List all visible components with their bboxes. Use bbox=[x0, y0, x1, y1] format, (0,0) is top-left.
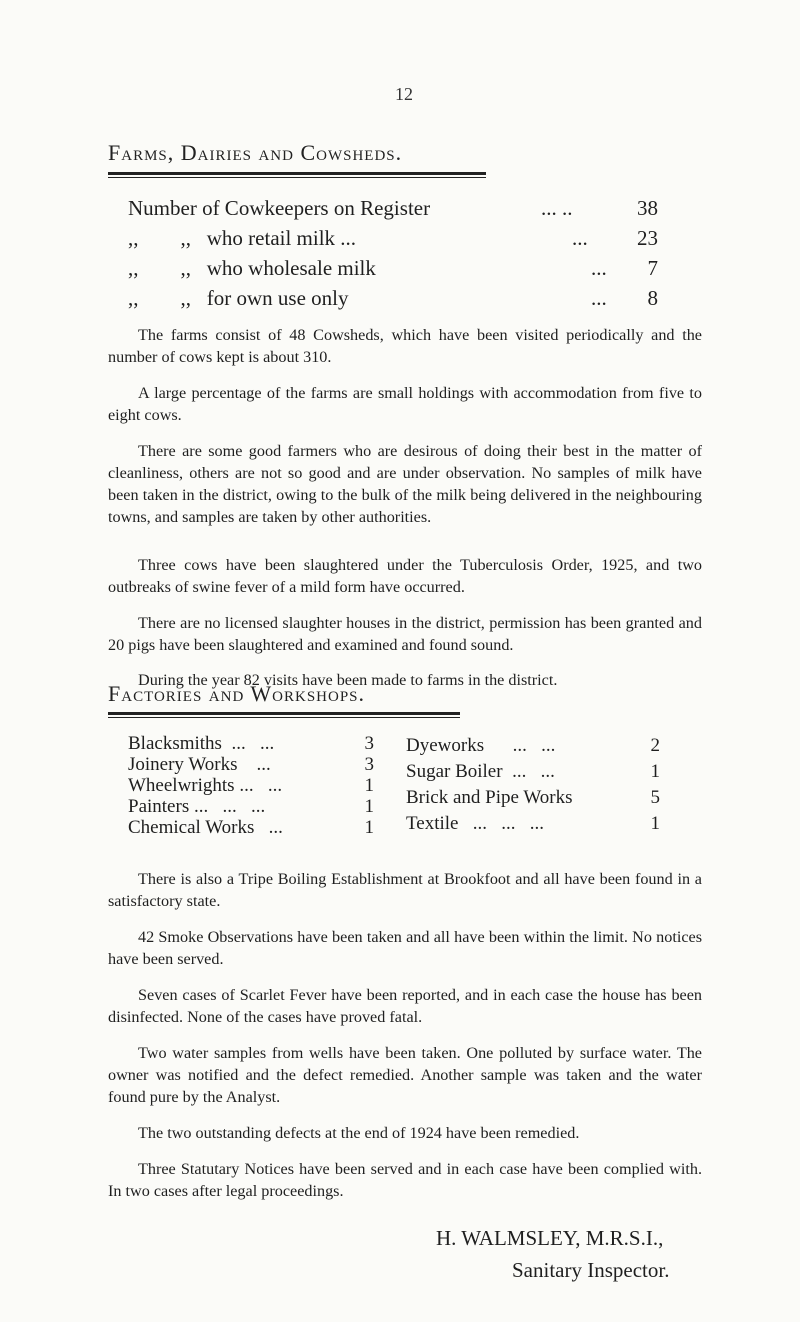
factory-row bbox=[128, 733, 374, 754]
factories-list-right bbox=[406, 733, 660, 837]
factories-paragraph: Two water samples from wells have been taken. One polluted by surface water. The owner was notified and the defect remedied. Another sample was taken and the water found pure by the Analyst. bbox=[108, 1044, 702, 1106]
register-value: 7 bbox=[647, 256, 658, 280]
page-number: 12 bbox=[395, 84, 413, 104]
factory-row bbox=[128, 796, 374, 817]
register-dots: ... bbox=[591, 286, 607, 310]
factory-label: Dyeworks ... ... bbox=[406, 735, 556, 756]
cowkeepers-register bbox=[128, 196, 658, 316]
farms-heading-rule-thin bbox=[108, 177, 486, 178]
factory-label: Blacksmiths ... ... bbox=[128, 733, 275, 754]
farms-paragraph: A large percentage of the farms are small holdings with accommodation from five to eight cows. bbox=[108, 384, 702, 424]
register-dots: ... .. bbox=[541, 196, 573, 220]
register-row bbox=[128, 196, 658, 226]
factory-row bbox=[128, 817, 374, 838]
register-value: 38 bbox=[637, 196, 658, 220]
farms-paragraph: Three cows have been slaughtered under the Tuberculosis Order, 1925, and two outbreaks of swine fever of a mild form have occurred. bbox=[108, 556, 702, 596]
factories-paragraph: 42 Smoke Observations have been taken and all have been within the limit. No notices have been served. bbox=[108, 928, 702, 968]
register-row bbox=[128, 226, 658, 256]
register-value: 8 bbox=[647, 286, 658, 310]
signature-title: Sanitary Inspector. bbox=[512, 1258, 670, 1282]
factory-row bbox=[128, 775, 374, 796]
factory-row bbox=[406, 785, 660, 811]
factories-heading: Factories and Workshops. bbox=[108, 681, 366, 706]
register-label: ,, ,, who wholesale milk bbox=[128, 256, 376, 280]
register-label: Number of Cowkeepers on Register bbox=[128, 196, 431, 220]
register-value: 23 bbox=[637, 226, 658, 250]
factory-label: Brick and Pipe Works bbox=[406, 787, 573, 808]
farms-paragraph: There are some good farmers who are desirous of doing their best in the matter of cleanliness, others are not so good and are under observation. No samples of milk have been taken in the district, owing to the bulk of the milk being delivered in the neighbouring towns, and samples are taken by other authorities. bbox=[108, 442, 702, 526]
factory-count: 3 bbox=[364, 754, 374, 775]
factories-paragraph: The two outstanding defects at the end of 1924 have been remedied. bbox=[138, 1124, 580, 1142]
factory-label: Chemical Works ... bbox=[128, 817, 283, 838]
factory-count: 1 bbox=[650, 761, 660, 782]
register-label: ,, ,, who retail milk ... bbox=[128, 226, 357, 250]
signature-name: H. WALMSLEY, M.R.S.I., bbox=[436, 1226, 664, 1250]
factory-label: Joinery Works ... bbox=[128, 754, 271, 775]
factories-paragraph: There is also a Tripe Boiling Establishment at Brookfoot and all have been found in a satisfactory state. bbox=[108, 870, 702, 910]
factories-heading-rule bbox=[108, 712, 460, 715]
factories-heading-rule-thin bbox=[108, 717, 460, 718]
factory-label: Wheelwrights ... ... bbox=[128, 775, 283, 796]
register-row bbox=[128, 256, 658, 286]
factory-label: Sugar Boiler ... ... bbox=[406, 761, 555, 782]
factories-paragraph: Seven cases of Scarlet Fever have been reported, and in each case the house has been disinfected. None of the cases have proved fatal. bbox=[108, 986, 702, 1026]
farms-paragraph: During the year 82 visits have been made to farms in the district. bbox=[138, 671, 558, 689]
farms-paragraph: There are no licensed slaughter houses in the district, permission has been granted and 20 pigs have been slaughtered and examined and found sound. bbox=[108, 614, 702, 654]
factory-count: 1 bbox=[650, 813, 660, 834]
factory-count: 1 bbox=[364, 775, 374, 796]
register-dots: ... bbox=[572, 226, 588, 250]
register-label: ,, ,, for own use only bbox=[128, 286, 349, 310]
register-row bbox=[128, 286, 658, 316]
factory-row bbox=[406, 811, 660, 837]
factories-list-left bbox=[128, 733, 374, 838]
factory-count: 3 bbox=[364, 733, 374, 754]
factory-label: Painters ... ... ... bbox=[128, 796, 266, 817]
factory-count: 2 bbox=[650, 735, 660, 756]
farms-heading-rule bbox=[108, 172, 486, 175]
farms-paragraph: The farms consist of 48 Cowsheds, which have been visited periodically and the number of cows kept is about 310. bbox=[108, 326, 702, 366]
factory-label: Textile ... ... ... bbox=[406, 813, 544, 834]
factories-paragraph: Three Statutary Notices have been served and in each case have been complied with. In two cases after legal proceedings. bbox=[108, 1160, 702, 1200]
factory-count: 5 bbox=[650, 787, 660, 808]
factory-count: 1 bbox=[364, 817, 374, 838]
register-dots: ... bbox=[591, 256, 607, 280]
factory-count: 1 bbox=[364, 796, 374, 817]
factory-row bbox=[406, 733, 660, 759]
farms-heading: Farms, Dairies and Cowsheds. bbox=[108, 140, 403, 165]
factory-row bbox=[128, 754, 374, 775]
factory-row bbox=[406, 759, 660, 785]
